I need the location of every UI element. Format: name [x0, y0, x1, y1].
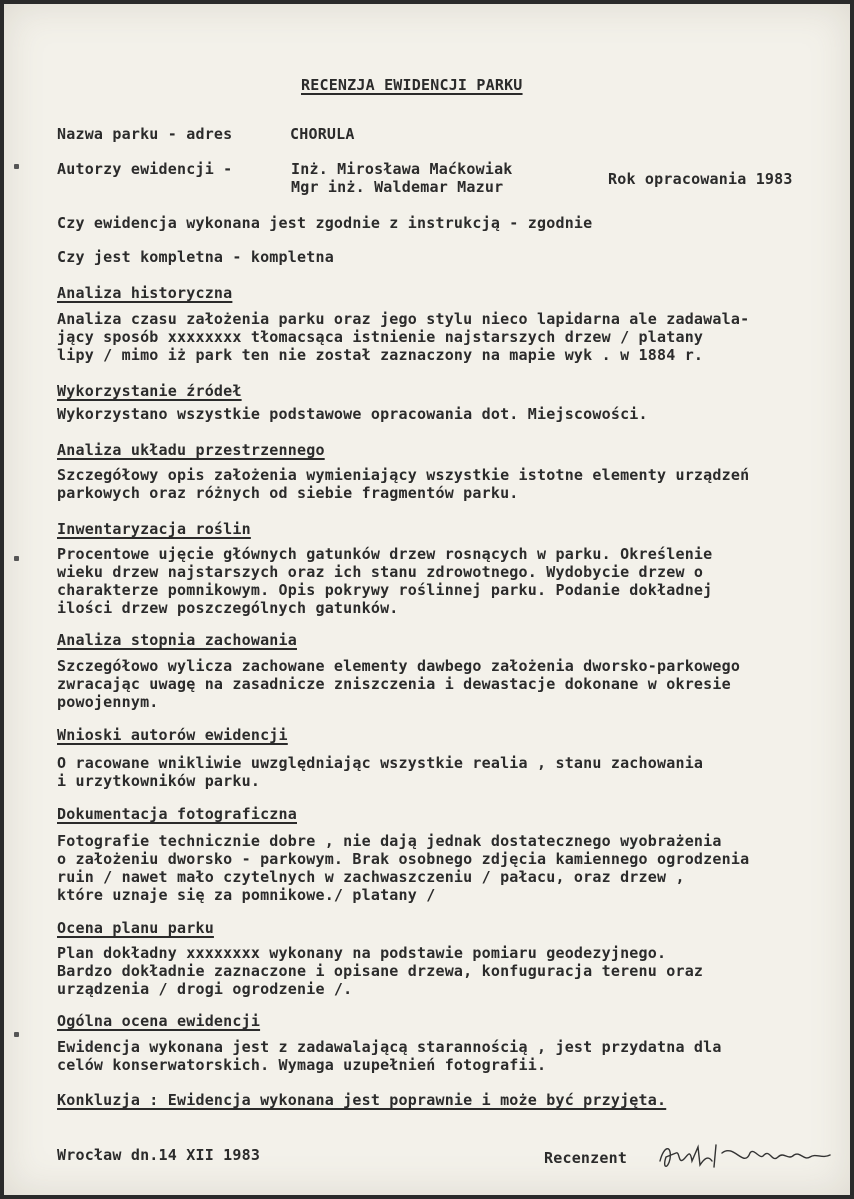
section-text: i urzytkowników parku. [57, 772, 261, 790]
section-heading: Wykorzystanie źródeł [57, 382, 242, 400]
section-text: Procentowe ujęcie głównych gatunków drzew rosnących w parku. Określenie [57, 545, 713, 563]
section-text: Analiza czasu założenia parku oraz jego stylu nieco lapidarna ale zadawala- [57, 310, 750, 328]
section-text: celów konserwatorskich. Wymaga uzupełnień fotografii. [57, 1056, 547, 1074]
section-heading: Inwentaryzacja roślin [57, 520, 251, 538]
conclusion: Konkluzja : Ewidencja wykonana jest poprawnie i może być przyjęta. [57, 1091, 667, 1109]
section-text: Plan dokładny xxxxxxxx wykonany na podstawie pomiaru geodezyjnego. [57, 944, 667, 962]
park-value: CHORULA [290, 125, 355, 143]
section-text: ruin / nawet mało czytelnych w zachwaszczeniu / pałacu, oraz drzew , [57, 868, 685, 886]
section-text: które uznaje się za pomnikowe./ platany / [57, 886, 436, 904]
section-text: ilości drzew poszczególnych gatunków. [57, 599, 399, 617]
section-text: Wykorzystano wszystkie podstawowe opracowania dot. Miejscowości. [57, 405, 648, 423]
authors-label: Autorzy ewidencji - [57, 160, 233, 178]
document-title: RECENZJA EWIDENCJI PARKU [301, 76, 523, 94]
section-text: Szczegółowo wylicza zachowane elementy dawbego założenia dworsko-parkowego [57, 657, 741, 675]
section-text: Szczegółowy opis założenia wymieniający wszystkie istotne elementy urządzeń [57, 466, 750, 484]
section-heading: Analiza układu przestrzennego [57, 441, 325, 459]
section-heading: Ogólna ocena ewidencji [57, 1012, 261, 1030]
punch-mark [14, 1032, 19, 1037]
park-label: Nazwa parku - adres [57, 125, 233, 143]
question-complete: Czy jest kompletna - kompletna [57, 248, 334, 266]
punch-mark [14, 556, 19, 561]
document-page [4, 4, 850, 1195]
section-text: jący sposób xxxxxxxx tłomacsąca istnienie najstarszych drzew / platany [57, 328, 704, 346]
section-text: charakterze pomnikowym. Opis pokrywy roślinnej parku. Podanie dokładnej [57, 581, 713, 599]
section-text: lipy / mimo iż park ten nie został zaznaczony na mapie wyk . w 1884 r. [57, 346, 704, 364]
section-heading: Dokumentacja fotograficzna [57, 805, 297, 823]
section-heading: Analiza historyczna [57, 284, 233, 302]
section-text: wieku drzew najstarszych oraz ich stanu zdrowotnego. Wydobycie drzew o [57, 563, 704, 581]
section-text: Bardzo dokładnie zaznaczone i opisane drzewa, konfuguracja terenu oraz [57, 962, 704, 980]
section-text: O racowane wnikliwie uwzględniając wszystkie realia , stanu zachowania [57, 754, 704, 772]
section-text: parkowych oraz różnych od siebie fragmentów parku. [57, 484, 519, 502]
author-1: Inż. Mirosława Maćkowiak [291, 160, 513, 178]
question-compliance: Czy ewidencja wykonana jest zgodnie z instrukcją - zgodnie [57, 214, 593, 232]
author-2: Mgr inż. Waldemar Mazur [291, 178, 504, 196]
section-text: Fotografie technicznie dobre , nie dają jednak dostatecznego wyobrażenia [57, 832, 722, 850]
reviewer-label: Recenzent [544, 1149, 628, 1167]
handwritten-signature [654, 1139, 834, 1173]
section-heading: Analiza stopnia zachowania [57, 631, 297, 649]
section-text: o założeniu dworsko - parkowym. Brak osobnego zdjęcia kamiennego ogrodzenia [57, 850, 750, 868]
place-date: Wrocław dn.14 XII 1983 [57, 1146, 261, 1164]
section-text: zwracając uwagę na zasadnicze zniszczenia i dewastacje dokonane w okresie [57, 675, 731, 693]
section-text: urządzenia / drogi ogrodzenie /. [57, 980, 353, 998]
section-heading: Wnioski autorów ewidencji [57, 726, 288, 744]
section-text: powojennym. [57, 693, 159, 711]
section-text: Ewidencja wykonana jest z zadawalającą starannością , jest przydatna dla [57, 1038, 722, 1056]
section-heading: Ocena planu parku [57, 919, 214, 937]
year-label: Rok opracowania 1983 [608, 170, 793, 188]
punch-mark [14, 164, 19, 169]
